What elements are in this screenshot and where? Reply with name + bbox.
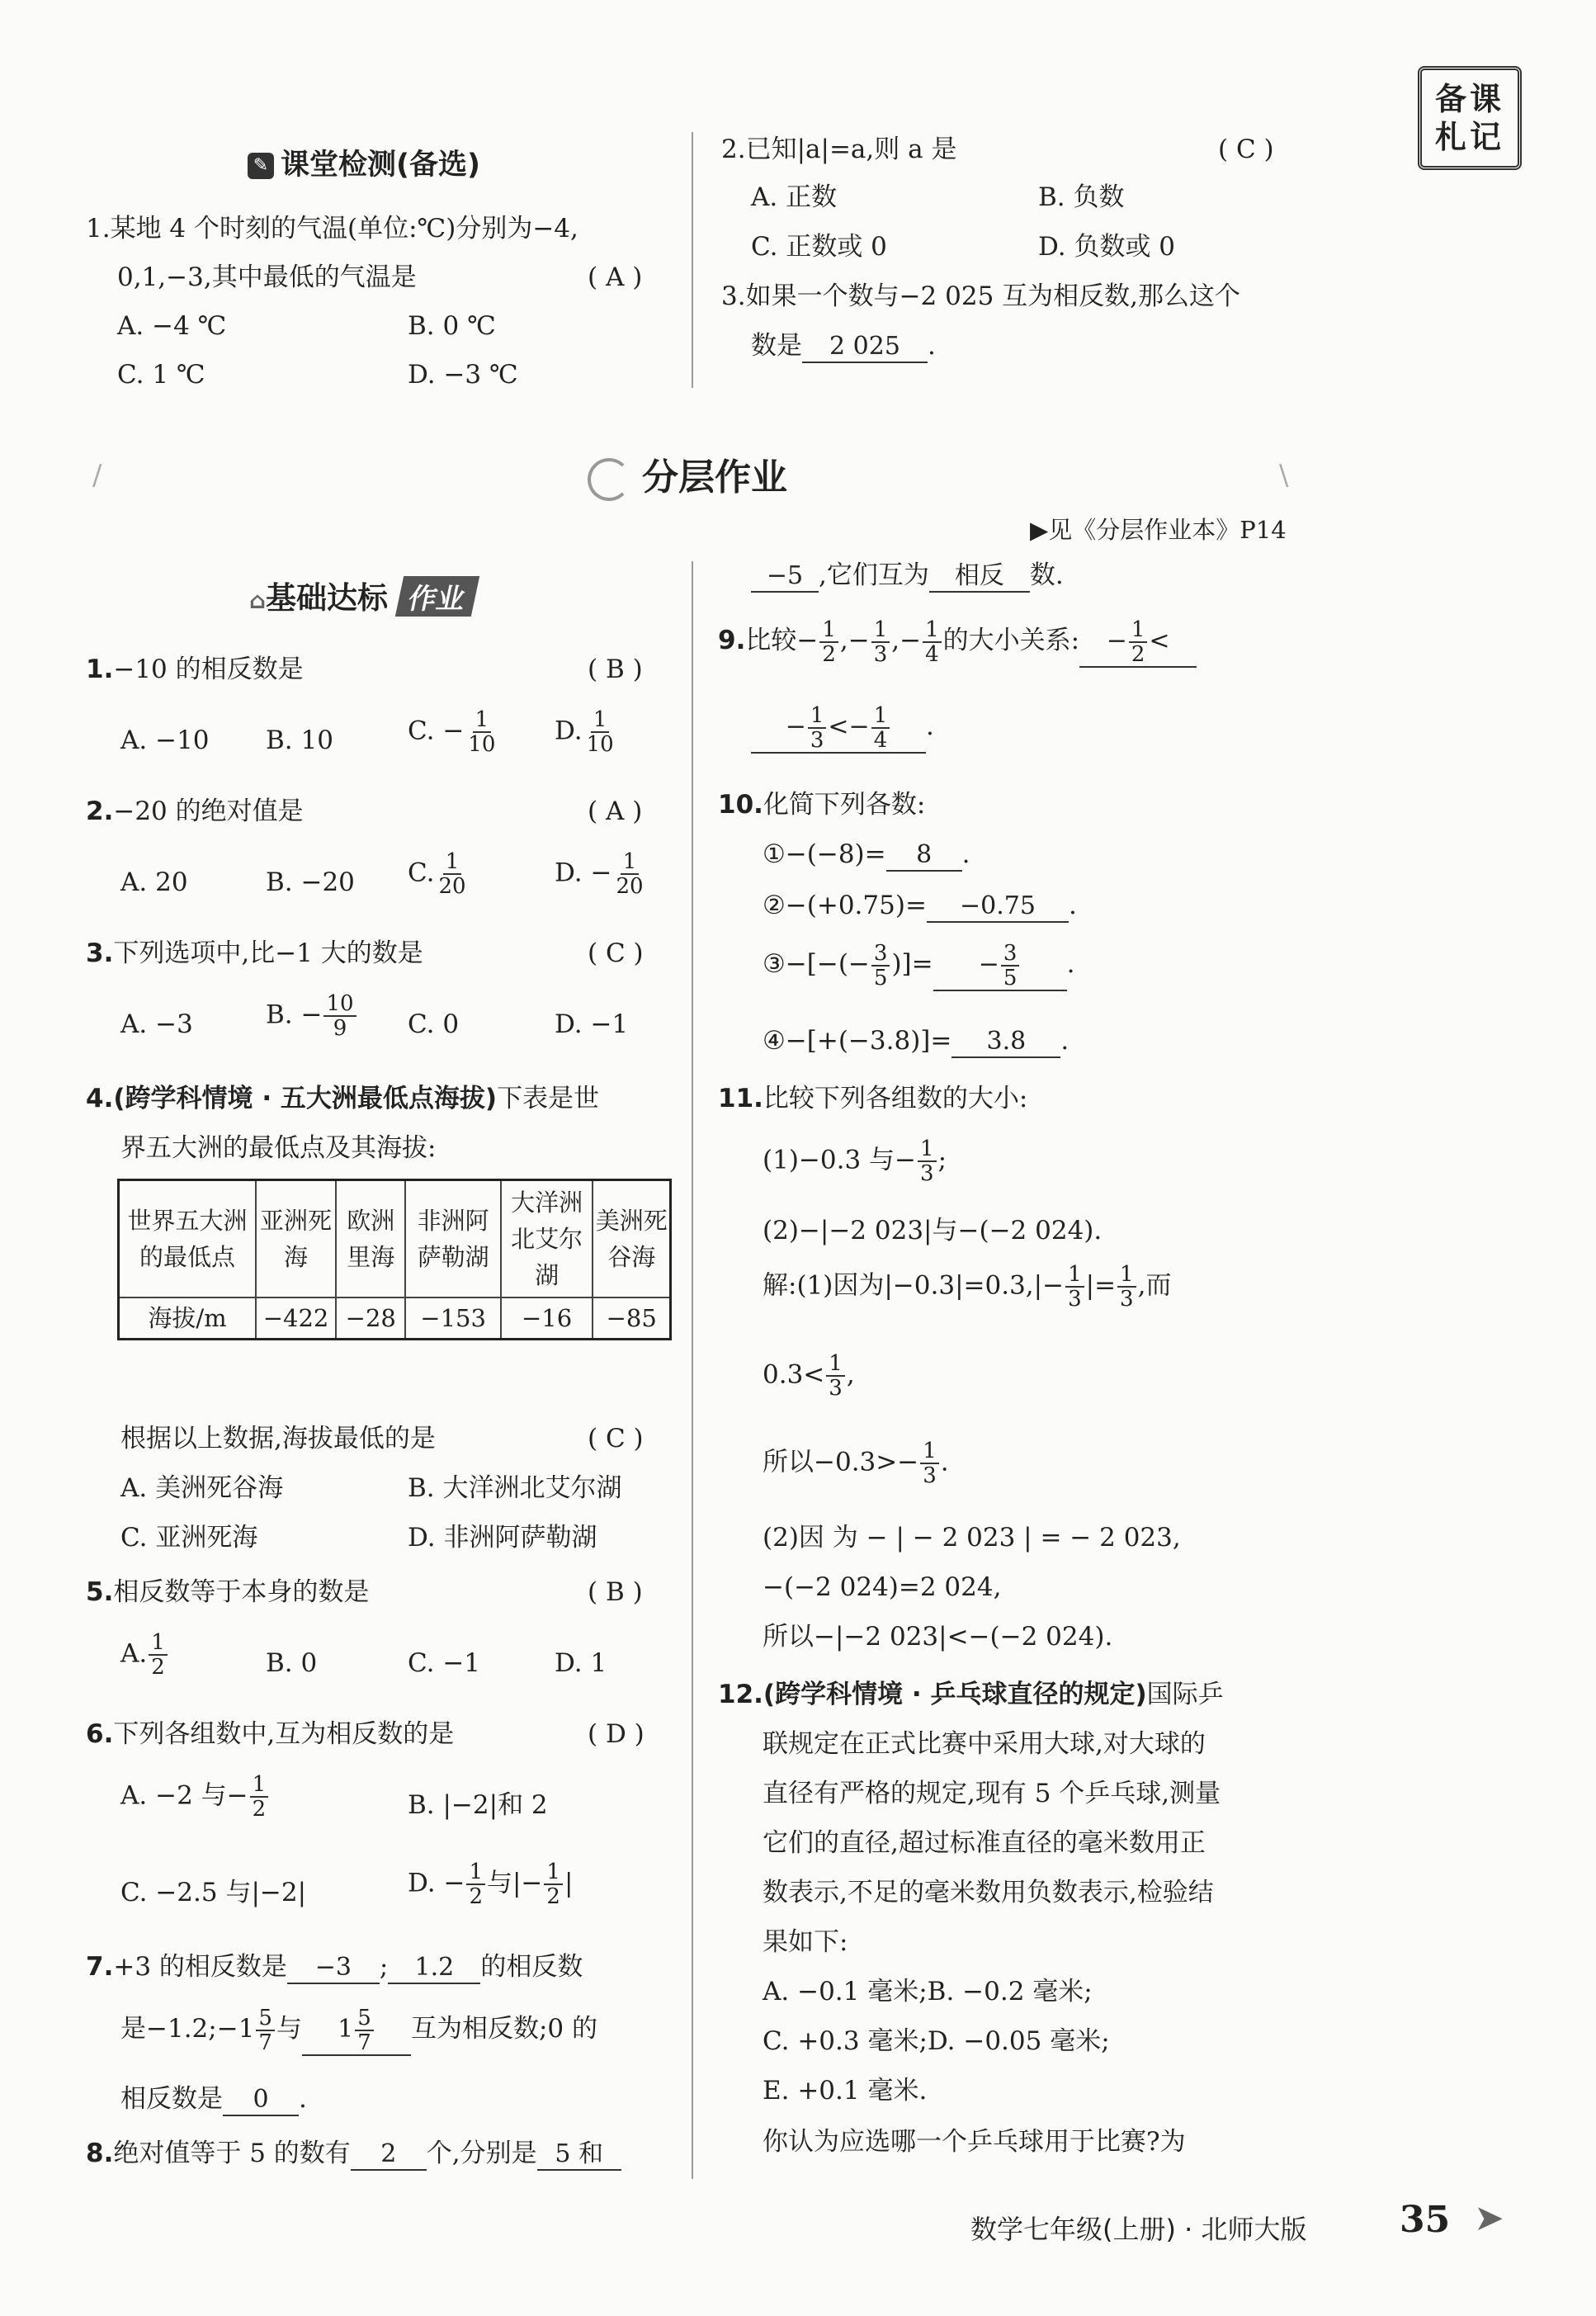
table-header-cell: 亚洲死海: [256, 1180, 336, 1298]
q6-option-a: A. −2 与− $\frac{1}{2}$: [120, 1773, 270, 1821]
lowest-points-table: [117, 1179, 672, 1340]
layer-ref: ▶见《分层作业本》P14: [1030, 516, 1287, 544]
q1-answer: ( B ): [588, 655, 643, 684]
check-q2-answer: ( C ): [1218, 135, 1274, 164]
q8-blank-3: −5: [751, 561, 819, 593]
arrow-decoration-icon: ➤: [1474, 2197, 1504, 2239]
q11-part-1: (1)−0.3 与− $\frac{1}{3}$ ;: [763, 1137, 947, 1186]
q8-blank-1: 2: [351, 2139, 427, 2171]
q5-answer: ( B ): [588, 1577, 643, 1607]
layer-title: 分层作业: [588, 447, 787, 501]
table-row-label: 海拔/m: [119, 1297, 257, 1340]
q7-line1: 7.+3 的相反数是 −3 ; 1.2 的相反数: [86, 1950, 583, 1984]
q2-option-c: C. $\frac{1}{20}$: [408, 849, 466, 899]
q4-option-b: B. 大洋洲北艾尔湖: [408, 1473, 622, 1503]
q11-solution-1: 解:(1)因为|−0.3|=0.3,|− $\frac{1}{3}$ |= $\frac{1}{3}$ ,而: [763, 1262, 1172, 1312]
notes-stamp: 备课 札记: [1418, 66, 1522, 170]
q1-option-a: A. −10: [120, 726, 210, 755]
q7-blank-3: 1 $\frac{5}{7}$: [302, 2006, 411, 2056]
q3-option-c: C. 0: [408, 1009, 460, 1039]
q10-blank-2: −0.75: [927, 891, 1069, 923]
q11-solution-5: −(−2 024)=2 024,: [763, 1572, 1002, 1602]
q10-blank-1: 8: [886, 840, 962, 872]
q11-solution-3: 所以−0.3>− $\frac{1}{3}$ .: [763, 1439, 949, 1488]
table-header-row: [119, 1180, 671, 1298]
q11-solution-4: (2)因 为 − | − 2 023 | = − 2 023,: [763, 1523, 1181, 1553]
q10-item-3: ③−[−(− $\frac{3}{5}$ )]= − $\frac{3}{5}$ .: [763, 940, 1075, 990]
q12-line1: 12.(跨学科情境 · 乒乓球直径的规定)国际乒: [718, 1680, 1224, 1709]
table-header-cell: 欧洲里海: [336, 1180, 405, 1298]
q7-blank-1: −3: [287, 1953, 380, 1984]
q3-option-a: A. −3: [120, 1009, 193, 1039]
check-title: ✎ 课堂检测(备选): [248, 142, 480, 183]
check-q1-option-b: B. 0 ℃: [408, 311, 496, 341]
q2-option-b: B. −20: [266, 867, 355, 897]
q12-line7: A. −0.1 毫米;B. −0.2 毫米;: [763, 1977, 1093, 2006]
q6-option-b: B. |−2|和 2: [408, 1790, 548, 1820]
q2-answer: ( A ): [588, 796, 643, 826]
table-cell: −422: [256, 1297, 336, 1340]
q9-blank-1: − $\frac{1}{2}$ <: [1079, 617, 1197, 668]
q6-stem: 6.下列各组数中,互为相反数的是: [86, 1719, 455, 1749]
q6-option-d: D. − $\frac{1}{2}$ 与|− $\frac{1}{2}$ |: [408, 1860, 574, 1909]
check-icon: ✎: [248, 153, 274, 179]
check-q2-option-b: B. 负数: [1038, 182, 1125, 212]
q10-blank-3: − $\frac{3}{5}$: [933, 941, 1067, 991]
top-divider: [692, 132, 693, 388]
check-q2-option-a: A. 正数: [751, 182, 838, 212]
table-cell: −16: [501, 1297, 593, 1340]
check-q3-blank: 2 025: [802, 332, 928, 363]
q5-option-a: A. $\frac{1}{2}$: [120, 1631, 169, 1679]
spiral-icon: [588, 458, 630, 501]
table-header-cell: 大洋洲北艾尔湖: [501, 1180, 593, 1298]
table-header-cell: 世界五大洲的最低点: [119, 1180, 257, 1298]
q2-option-d: D. − $\frac{1}{20}$: [555, 849, 644, 899]
q6-option-c: C. −2.5 与|−2|: [120, 1878, 307, 1907]
main-divider: [692, 561, 693, 2179]
footer-book-title: 数学七年级(上册) · 北师大版: [970, 2214, 1307, 2245]
table-cell: −153: [405, 1297, 500, 1340]
banner-left-slash: /: [92, 459, 102, 492]
q5-stem: 5.相反数等于本身的数是: [86, 1577, 370, 1607]
q12-line6: 果如下:: [763, 1927, 848, 1957]
q3-option-b: B. − $\frac{10}{9}$: [266, 992, 358, 1040]
q4-question: 根据以上数据,海拔最低的是: [120, 1424, 436, 1453]
q12-line10: 你认为应选哪一个乒乓球用于比赛?为: [763, 2127, 1186, 2157]
q5-option-c: C. −1: [408, 1648, 481, 1678]
q9-stem: 9.比较− $\frac{1}{2}$ ,− $\frac{1}{3}$ ,− $\frac{1}{4}$ 的大小关系: − $\frac{1}{2}$ <: [718, 617, 1197, 668]
q10-blank-4: 3.8: [951, 1027, 1060, 1058]
q1-option-c: C. − $\frac{1}{10}$: [408, 707, 496, 757]
q4-option-c: C. 亚洲死海: [120, 1523, 258, 1553]
check-q2-option-c: C. 正数或 0: [751, 232, 887, 262]
q8-continued: −5 ,它们互为 相反 数.: [751, 558, 1064, 593]
q6-answer: ( D ): [588, 1719, 645, 1749]
basic-tag: 作业: [395, 576, 479, 617]
q11-solution-6: 所以−|−2 023|<−(−2 024).: [763, 1622, 1113, 1652]
check-q2-option-d: D. 负数或 0: [1038, 232, 1176, 262]
q9-blank-2: − $\frac{1}{3}$ <− $\frac{1}{4}$: [751, 703, 926, 754]
basic-title: ⌂基础达标 作业: [249, 573, 475, 617]
check-q1-answer: ( A ): [588, 262, 643, 292]
q4-stem: 4.(跨学科情境 · 五大洲最低点海拔)下表是世: [86, 1084, 600, 1113]
q4-option-d: D. 非洲阿萨勒湖: [408, 1523, 597, 1553]
q2-option-a: A. 20: [120, 867, 188, 897]
q10-item-4: ④−[+(−3.8)]= 3.8 .: [763, 1023, 1069, 1058]
check-q1-option-c: C. 1 ℃: [117, 360, 205, 390]
q7-blank-4: 0: [223, 2085, 299, 2116]
q3-answer: ( C ): [588, 938, 644, 968]
q7-blank-2: 1.2: [388, 1953, 480, 1984]
q12-line2: 联规定在正式比赛中采用大球,对大球的: [763, 1729, 1206, 1759]
q3-stem: 3.下列选项中,比−1 大的数是: [86, 938, 423, 968]
q11-stem: 11.比较下列各组数的大小:: [718, 1084, 1028, 1113]
check-q1-line2: 0,1,−3,其中最低的气温是: [117, 262, 417, 292]
check-q3-line1: 3.如果一个数与−2 025 互为相反数,那么这个: [721, 281, 1241, 311]
q10-item-2: ②−(+0.75)= −0.75 .: [763, 888, 1077, 923]
table-cell: −85: [593, 1297, 670, 1340]
q1-stem: 1.−10 的相反数是: [86, 655, 304, 684]
q1-option-d: D. $\frac{1}{10}$: [555, 707, 614, 757]
q1-option-b: B. 10: [266, 726, 333, 755]
q4-stem-line2: 界五大洲的最低点及其海拔:: [120, 1133, 437, 1163]
q12-line9: E. +0.1 毫米.: [763, 2076, 928, 2106]
q11-solution-2: 0.3< $\frac{1}{3}$ ,: [763, 1351, 855, 1401]
page-number: 35: [1400, 2199, 1451, 2241]
check-q1-line1: 1.某地 4 个时刻的气温(单位:℃)分别为−4,: [86, 214, 578, 243]
q5-option-b: B. 0: [266, 1648, 318, 1678]
banner-right-slash: \: [1279, 459, 1289, 492]
q2-stem: 2.−20 的绝对值是: [86, 796, 304, 826]
check-q2-stem: 2.已知|a|=a,则 a 是: [721, 135, 957, 164]
table-row: [119, 1297, 671, 1340]
q7-line3: 相反数是 0 .: [120, 2082, 307, 2116]
table-header-cell: 非洲阿萨勒湖: [405, 1180, 500, 1298]
q8-line1: 8.绝对值等于 5 的数有 2 个,分别是 5 和: [86, 2136, 621, 2171]
q7-line2: 是−1.2;−1 $\frac{5}{7}$ 与 1 $\frac{5}{7}$ 互为相反数;0 的: [120, 2005, 597, 2055]
q10-stem: 10.化简下列各数:: [718, 790, 926, 820]
q11-part-2: (2)−|−2 023|与−(−2 024).: [763, 1216, 1103, 1245]
check-q3-line2: 数是 2 025 .: [751, 328, 936, 363]
q3-option-d: D. −1: [555, 1009, 629, 1039]
q8-blank-2: 5 和: [537, 2139, 621, 2171]
q12-line8: C. +0.3 毫米;D. −0.05 毫米;: [763, 2026, 1110, 2056]
check-q1-option-d: D. −3 ℃: [408, 360, 518, 390]
q4-answer: ( C ): [588, 1424, 644, 1453]
q5-option-d: D. 1: [555, 1648, 607, 1678]
q12-line5: 数表示,不足的毫米数用负数表示,检验结: [763, 1878, 1214, 1907]
q12-line3: 直径有严格的规定,现有 5 个乒乓球,测量: [763, 1779, 1221, 1808]
q10-item-1: ①−(−8)= 8 .: [763, 837, 970, 872]
check-q1-option-a: A. −4 ℃: [117, 311, 227, 341]
table-header-cell: 美洲死谷海: [593, 1180, 670, 1298]
q4-option-a: A. 美洲死谷海: [120, 1473, 284, 1503]
q9-answer-line2: − $\frac{1}{3}$ <− $\frac{1}{4}$ .: [751, 703, 934, 754]
q12-line4: 它们的直径,超过标准直径的毫米数用正: [763, 1828, 1206, 1858]
table-cell: −28: [336, 1297, 405, 1340]
q8-blank-4: 相反: [929, 561, 1030, 593]
house-icon: ⌂: [249, 587, 267, 614]
